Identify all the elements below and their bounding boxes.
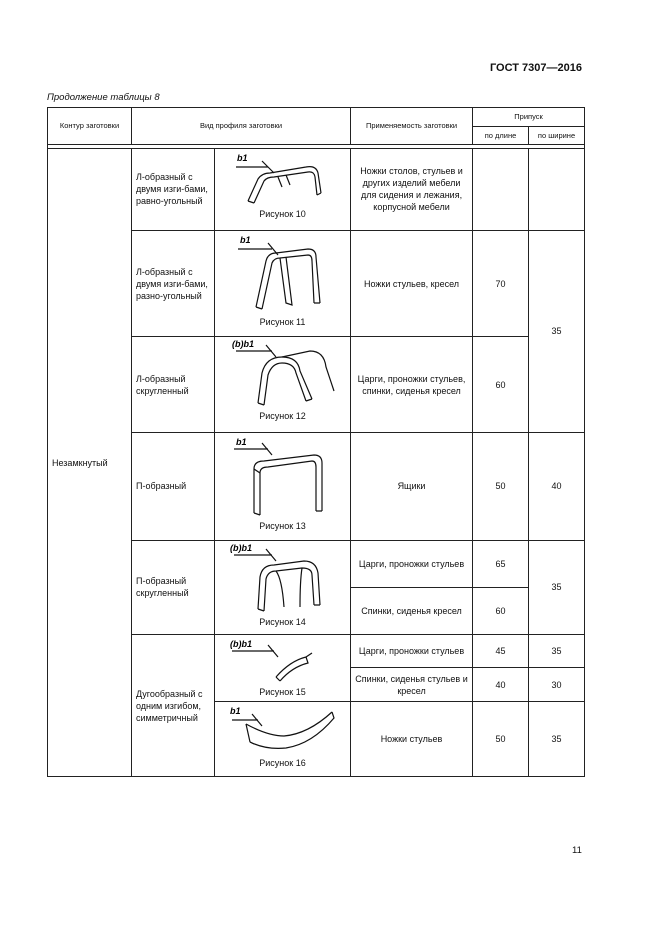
length-cell: 40 (473, 668, 529, 702)
figure-label: Рисунок 12 (259, 411, 306, 422)
width-cell: 35 (529, 540, 585, 635)
figure-label: Рисунок 10 (259, 209, 306, 220)
usage-cell: Спинки, сиденья кресел (351, 587, 473, 634)
standard-number: ГОСТ 7307—2016 (489, 62, 582, 74)
width-cell: 30 (529, 668, 585, 702)
profile-name: Дугообразный с одним изгибом, симметричный (132, 635, 215, 777)
page-number: 11 (572, 845, 582, 856)
header-allowance: Припуск (473, 108, 585, 127)
width-cell: 40 (529, 432, 585, 540)
usage-cell: Ножки столов, стульев и других изделий мебели для сидения и лежания, корпусной мебели (351, 149, 473, 230)
profile-name: П-образный (132, 432, 215, 540)
figure-label: Рисунок 13 (259, 520, 306, 531)
contour-cell: Незамкнутый (48, 149, 132, 777)
header-by-length: по длине (473, 127, 529, 145)
profile-drawing (228, 433, 338, 519)
length-cell: 45 (473, 635, 529, 668)
profile-table (47, 107, 585, 777)
profile-name: П-образный скругленный (132, 540, 215, 635)
dimension-label: (b)b1 (229, 639, 252, 650)
figure-label: Рисунок 11 (259, 316, 306, 327)
figure-label: Рисунок 16 (259, 758, 306, 769)
width-cell: 35 (529, 230, 585, 432)
usage-cell: Царги, проножки стульев (351, 635, 473, 668)
width-cell: 35 (529, 635, 585, 668)
profile-drawing (228, 231, 338, 315)
header-usage: Применяемость заготовки (351, 108, 473, 145)
table-caption: Продолжение таблицы 8 (47, 92, 160, 103)
figure-cell (215, 702, 351, 777)
header-profile: Вид профиля заготовки (132, 108, 351, 145)
dimension-label: (b)b1 (229, 542, 252, 553)
profile-drawing (228, 337, 338, 409)
dimension-label: (b)b1 (231, 339, 254, 350)
figure-cell (215, 540, 351, 635)
width-cell: 35 (529, 702, 585, 777)
figure-cell (215, 337, 351, 433)
length-cell: 60 (473, 587, 529, 634)
usage-cell: Ножки стульев, кресел (351, 230, 473, 337)
profile-name: Л-образный скругленный (132, 337, 215, 433)
profile-name: Л-образный с двумя изги-бами, равно-угольный (132, 149, 215, 230)
length-cell: 50 (473, 432, 529, 540)
figure-cell (215, 635, 351, 702)
usage-cell: Ящики (351, 432, 473, 540)
profile-drawing (228, 702, 338, 756)
length-cell: 60 (473, 337, 529, 433)
dimension-label: b1 (236, 153, 248, 164)
usage-cell: Царги, проножки стульев (351, 540, 473, 587)
length-cell: 65 (473, 540, 529, 587)
profile-drawing (228, 541, 338, 615)
dimension-label: b1 (239, 234, 251, 245)
figure-cell (215, 230, 351, 337)
usage-cell: Царги, проножки стульев, спинки, сиденья кресел (351, 337, 473, 433)
length-cell: 50 (473, 702, 529, 777)
usage-cell: Ножки стульев (351, 702, 473, 777)
length-cell: 70 (473, 230, 529, 337)
header-contour: Контур заготовки (48, 108, 132, 145)
profile-drawing (228, 635, 338, 685)
profile-drawing (228, 149, 338, 207)
figure-cell (215, 149, 351, 230)
width-cell (529, 149, 585, 230)
figure-cell (215, 432, 351, 540)
length-cell (473, 149, 529, 230)
dimension-label: b1 (229, 706, 241, 717)
profile-name: Л-образный с двумя изги-бами, разно-угольный (132, 230, 215, 337)
header-by-width: по ширине (529, 127, 585, 145)
figure-label: Рисунок 15 (259, 687, 306, 698)
dimension-label: b1 (235, 436, 247, 447)
figure-label: Рисунок 14 (259, 616, 306, 627)
usage-cell: Спинки, сиденья стульев и кресел (351, 668, 473, 702)
